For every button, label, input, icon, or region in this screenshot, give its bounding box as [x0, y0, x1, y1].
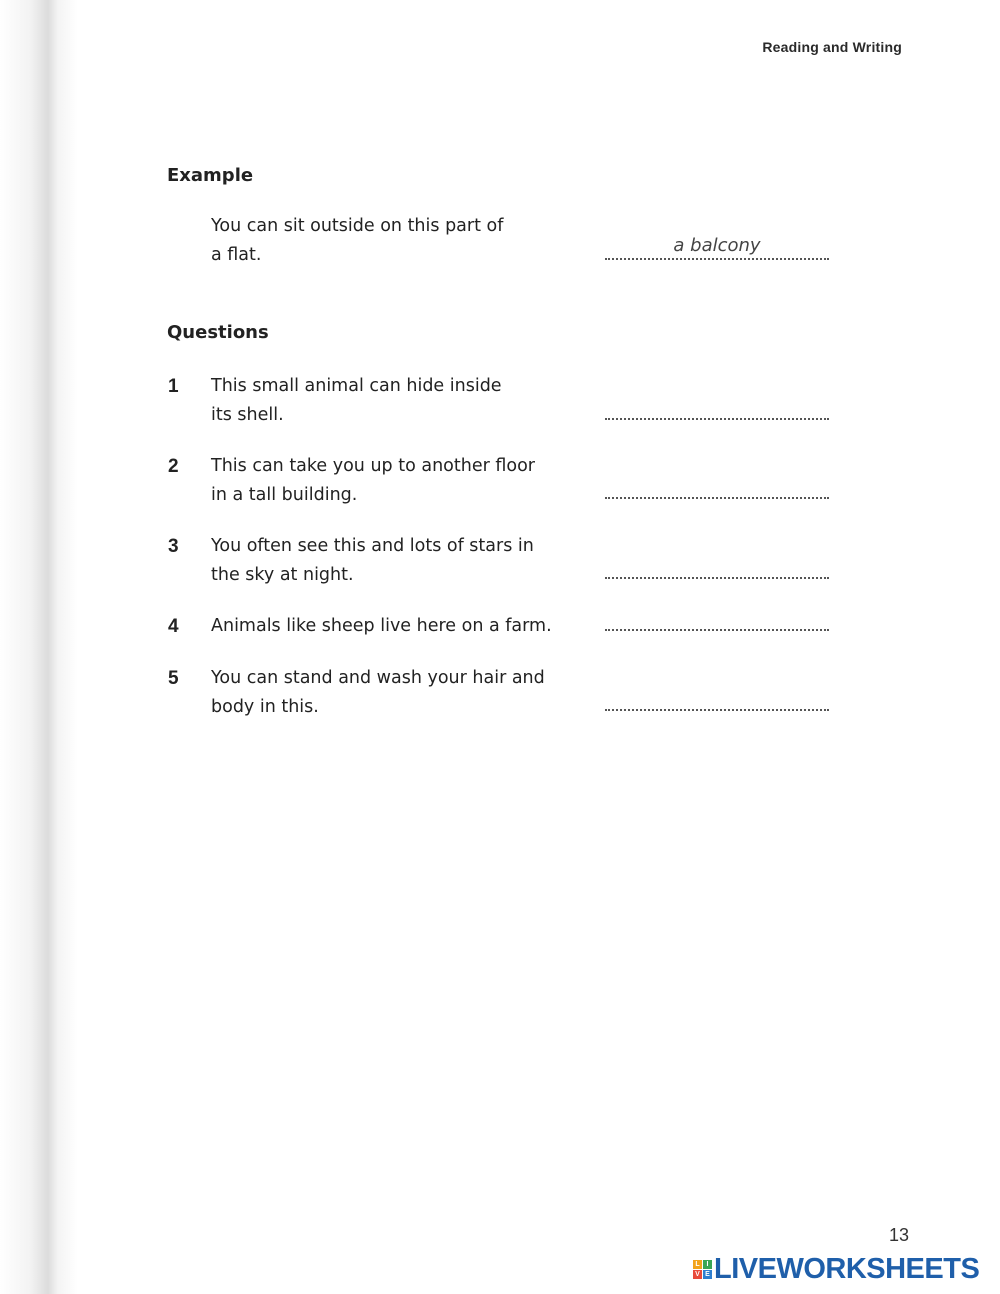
question-text-line: its shell. [211, 405, 284, 425]
question-text [211, 664, 571, 722]
page-number: 13 [889, 1225, 910, 1245]
question-text-line: You often see this and lots of stars in [211, 536, 534, 556]
example-answer-line [605, 258, 829, 260]
brand-name: LIVEWORKSHEETS [714, 1252, 980, 1285]
question-number: 5 [168, 668, 179, 689]
question-text-line: This small animal can hide inside [211, 376, 502, 396]
question-number: 4 [168, 616, 179, 637]
answer-line [605, 629, 829, 631]
brand-icon-tile: E [703, 1270, 712, 1279]
question-text-line: the sky at night. [211, 565, 354, 585]
example-text [211, 212, 571, 270]
section-title: Reading and Writing [762, 39, 902, 55]
answer-line [605, 709, 829, 711]
liveworksheets-icon [693, 1260, 712, 1279]
brand-icon-tile: V [693, 1270, 702, 1279]
question-number: 2 [168, 456, 179, 477]
brand-icon-tile: I [703, 1260, 712, 1269]
question-text [211, 532, 571, 590]
answer-line [605, 577, 829, 579]
example-text-line: a flat. [211, 245, 262, 265]
question-text [211, 612, 571, 641]
question-text [211, 372, 571, 430]
question-text-line: in a tall building. [211, 485, 358, 505]
question-number: 3 [168, 536, 179, 557]
question-text-line: You can stand and wash your hair and [211, 668, 545, 688]
question-number: 1 [168, 376, 179, 397]
answer-line [605, 418, 829, 420]
liveworksheets-logo[interactable] [693, 1253, 979, 1285]
example-answer: a balcony [673, 235, 761, 256]
page-spine-shadow [0, 0, 80, 1294]
question-text [211, 452, 571, 510]
answer-line [605, 497, 829, 499]
question-text-line: This can take you up to another floor [211, 456, 535, 476]
questions-heading: Questions [167, 322, 269, 343]
question-text-line: body in this. [211, 697, 319, 717]
example-heading: Example [167, 165, 254, 186]
brand-icon-tile: L [693, 1260, 702, 1269]
example-text-line: You can sit outside on this part of [211, 216, 504, 236]
question-text-line: Animals like sheep live here on a farm. [211, 616, 552, 636]
